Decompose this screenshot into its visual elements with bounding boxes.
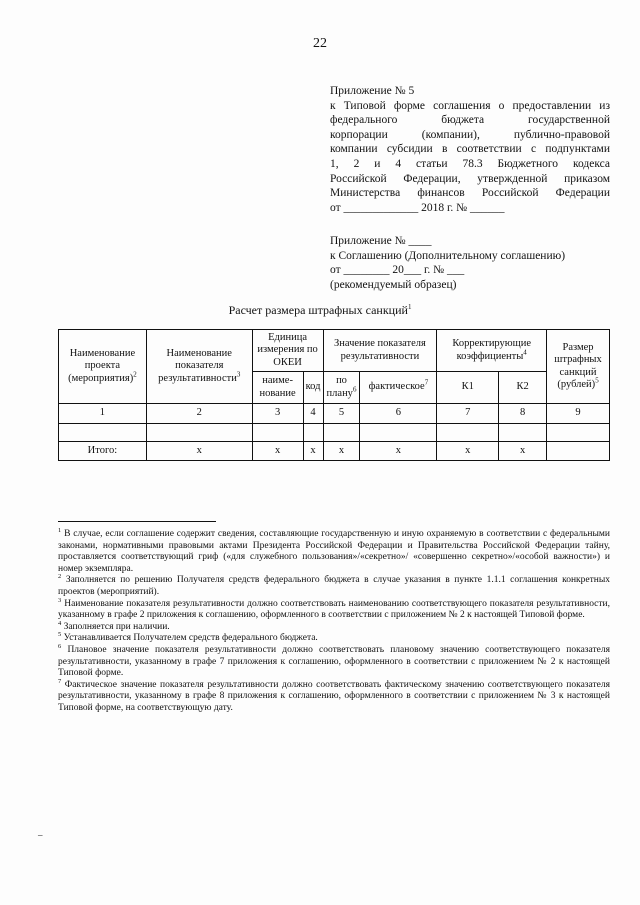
- header-actual: фактическое$^7$: [360, 372, 437, 404]
- total-cell: x: [437, 442, 499, 461]
- footnote: [58, 619, 610, 634]
- footnote-text: В случае, если соглашение содержит сведения, составляющие государственную и иную охраняемую в соответствии с федеральными законами, нормативными правовыми актами Президента Российской Федерации и Правительства Российской Федерации тайну, проставляется соответствующий гриф («для служебного пользования»/«секретно»/ «совершенно секретно»/«особой важности») и номер экземпляра.: [58, 529, 610, 574]
- header-penalty: Размер штрафных санкций (рублей)$^5$: [547, 330, 610, 404]
- header-unit: Единица измерения по ОКЕИ: [252, 330, 323, 372]
- footnote-number: 6: [58, 642, 62, 650]
- total-cell: x: [146, 442, 252, 461]
- agreement-appendix-title: Приложение № ____: [330, 235, 432, 247]
- footnotes: [58, 526, 611, 715]
- appendix-5-line: 1, 2 и 4 статьи 78.3 Бюджетного кодекса: [330, 157, 610, 170]
- table-cell: [499, 424, 547, 442]
- appendix-5-line: Министерства финансов Российской Федерации: [330, 187, 610, 200]
- header-unit-code: код: [303, 372, 323, 404]
- table-cell: [437, 424, 499, 442]
- total-cell: x: [252, 442, 303, 461]
- margin-mark: –: [38, 830, 43, 840]
- appendix-5-line: к Типовой форме соглашения о предоставлении из: [330, 99, 610, 112]
- column-number: 6: [360, 404, 437, 424]
- footnote-text: Заполняется по решению Получателя средств федерального бюджета в случае указания в пункте 1.1.1 соглашения конкретных проектов (мероприятий).: [58, 575, 611, 597]
- footnote-text: Фактическое значение показателя результативности должно соответствовать фактическому значению соответствующего показателя результативности, указанному в графе 8 приложения к соглашению, оформленного в соответствии с приложением № 3 к настоящей Типовой форме, на соответствующую дату.: [58, 679, 611, 713]
- footnote: [58, 596, 611, 622]
- footnote: [58, 677, 611, 715]
- column-number: 1: [59, 404, 147, 424]
- footnote-ref: 7: [424, 378, 429, 387]
- page-number: 22: [313, 36, 327, 51]
- footnote-number: 3: [58, 596, 62, 604]
- table-cell: [252, 424, 303, 442]
- column-number: 7: [437, 404, 499, 424]
- footnote-ref: 6: [352, 385, 357, 393]
- footnote: [58, 642, 610, 680]
- footnote-divider: [58, 521, 216, 522]
- header-plan: по плану$^6$: [323, 372, 360, 404]
- header-k1: К1: [437, 372, 499, 404]
- table-cell: [323, 424, 360, 442]
- header-coefficients: Корректирующие коэффициенты$^4$: [437, 330, 547, 372]
- column-number: 4: [303, 404, 323, 424]
- table-title-text: Расчет размера штрафных санкций: [228, 303, 408, 317]
- penalty-table: [58, 329, 610, 461]
- footnote: [58, 633, 610, 645]
- footnote-number: 1: [58, 526, 62, 534]
- footnote-number: 5: [58, 631, 62, 639]
- sample-note: (рекомендуемый образец): [330, 279, 457, 291]
- column-number: 5: [323, 404, 360, 424]
- footnote: [58, 575, 610, 598]
- appendix-5-block: [330, 84, 610, 215]
- total-cell: x: [303, 442, 323, 461]
- total-cell: x: [323, 442, 360, 461]
- footnote-text: Устанавливается Получателем средств федерального бюджета.: [63, 633, 318, 644]
- appendix-5-line: Российской Федерации, утвержденной приказом: [330, 172, 610, 185]
- footnote-ref: 3: [236, 370, 241, 379]
- footnote: [58, 526, 610, 575]
- footnote-text: Плановое значение показателя результативности должно соответствовать плановому значению соответствующего показателя результативности, указанному в графе 7 приложения к соглашению, оформленного в соответствии с приложением № 2 к настоящей Типовой форме.: [58, 644, 610, 679]
- appendix-5-line: федерального бюджета государственной: [330, 114, 610, 127]
- agreement-appendix-line: к Соглашению (Дополнительному соглашению): [330, 249, 566, 262]
- header-unit-name: наиме-нование: [252, 372, 303, 404]
- column-number: 3: [252, 404, 303, 424]
- table-cell: [360, 424, 437, 442]
- header-indicator: Наименование показателя результативности$^3$: [146, 330, 252, 404]
- total-cell: x: [360, 442, 437, 461]
- appendix-5-line: компании субсидии в соответствии с подпунктами: [330, 143, 610, 156]
- footnote-text: Наименование показателя результативности должно соответствовать наименованию соответствующего показателя результативности, указанному в графе 2 приложения к соглашению, оформленного в соответствии с приложением № 2 к настоящей Типовой форме.: [58, 598, 611, 621]
- table-title: [0, 303, 640, 318]
- appendix-5-title: Приложение № 5: [330, 85, 415, 97]
- footnote-number: 4: [58, 619, 62, 627]
- table-cell: [547, 424, 610, 442]
- table-cell: [59, 424, 147, 442]
- column-number: 2: [146, 404, 252, 424]
- total-label: Итого:: [59, 442, 147, 461]
- header-project: Наименование проекта (мероприятия)$^2$: [59, 330, 147, 404]
- table-cell: [146, 424, 252, 442]
- footnote-ref: 2: [133, 370, 137, 379]
- footnote-number: 2: [58, 573, 62, 581]
- total-cell: [547, 442, 610, 461]
- column-number-row: [59, 404, 610, 424]
- table-row-empty: [59, 424, 610, 442]
- footnote-ref: 4: [523, 348, 527, 356]
- footnote-number: 7: [58, 677, 62, 685]
- header-k2: К2: [499, 372, 547, 404]
- appendix-5-line: корпорации (компании), публично-правовой: [330, 128, 610, 141]
- footnote-text: Заполняется при наличии.: [63, 621, 170, 632]
- footnote-ref: 5: [595, 376, 599, 385]
- table-cell: [303, 424, 323, 442]
- agreement-appendix-date-line: от ________ 20___ г. № ___: [330, 264, 465, 277]
- header-value: Значение показателя результативности: [323, 330, 437, 372]
- table-total-row: [59, 442, 610, 461]
- appendix-5-date-line: от _____________ 2018 г. № ______: [330, 201, 505, 214]
- footnote-ref: 1: [407, 303, 412, 311]
- total-cell: x: [499, 442, 547, 461]
- column-number: 8: [499, 404, 547, 424]
- agreement-appendix-block: [330, 234, 610, 278]
- column-number: 9: [547, 404, 610, 424]
- table-header-row: [59, 330, 610, 372]
